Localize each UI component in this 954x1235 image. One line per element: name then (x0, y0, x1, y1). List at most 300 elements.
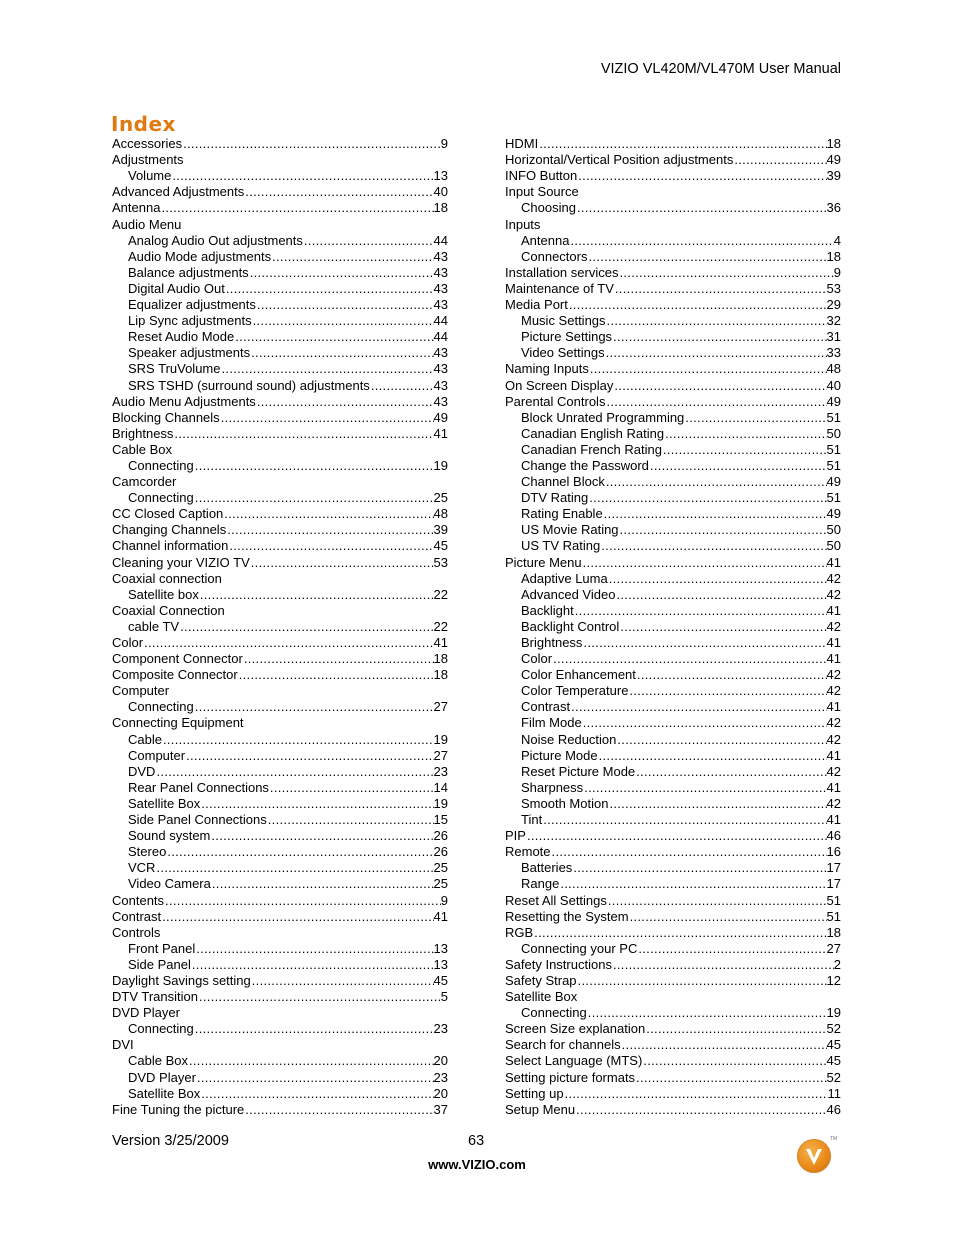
dot-leader (200, 587, 434, 602)
index-term: US TV Rating (521, 538, 601, 554)
dot-leader (186, 748, 433, 763)
index-page-number: 26 (433, 828, 448, 844)
index-entry (112, 441, 448, 457)
index-term: Antenna (112, 200, 161, 216)
index-entry (505, 393, 841, 409)
dot-leader (583, 635, 826, 650)
index-term: Smooth Motion (521, 795, 609, 811)
index-subentry (112, 859, 448, 875)
index-subentry (505, 457, 841, 473)
dot-leader (245, 184, 433, 199)
index-entry (112, 1036, 448, 1052)
index-term: Batteries (521, 860, 573, 876)
index-page-number: 25 (433, 860, 448, 876)
index-term: Coaxial connection (112, 570, 222, 586)
index-page-number: 12 (826, 972, 841, 988)
index-page-number: 49 (826, 474, 841, 490)
dot-leader (539, 136, 826, 151)
index-subentry (505, 730, 841, 746)
index-term: RGB (505, 924, 534, 940)
index-subentry (112, 730, 448, 746)
index-subentry (112, 779, 448, 795)
index-page-number: 15 (433, 812, 448, 828)
index-term: Analog Audio Out adjustments (128, 232, 303, 248)
index-entry (112, 650, 448, 666)
index-term: Parental Controls (505, 393, 606, 409)
index-entry (112, 1101, 448, 1117)
index-page-number: 42 (826, 731, 841, 747)
index-page-number: 41 (826, 699, 841, 715)
index-term: Backlight Control (521, 618, 620, 634)
index-term: Rear Panel Connections (128, 779, 269, 795)
dot-leader (552, 844, 827, 859)
index-term: Connecting (128, 457, 194, 473)
dot-leader (268, 812, 434, 827)
dot-leader (576, 1102, 826, 1117)
index-subentry (505, 682, 841, 698)
index-term: Audio Mode adjustments (128, 248, 272, 264)
index-subentry (505, 747, 841, 763)
index-term: Fine Tuning the picture (112, 1101, 245, 1117)
index-entry (505, 167, 841, 183)
dot-leader (553, 651, 826, 666)
index-term: Adjustments (112, 152, 184, 168)
index-page-number: 49 (826, 506, 841, 522)
index-page-number: 51 (826, 457, 841, 473)
index-subentry (505, 586, 841, 602)
index-term: Video Camera (128, 876, 211, 892)
index-subentry (112, 811, 448, 827)
dot-leader (161, 200, 433, 215)
dot-leader (565, 1086, 828, 1101)
index-page-number: 44 (433, 313, 448, 329)
index-term: PIP (505, 828, 526, 844)
index-term: Screen Size explanation (505, 1021, 646, 1037)
index-term: Volume (128, 168, 172, 184)
index-term: Setting picture formats (505, 1069, 636, 1085)
index-term: Connecting (128, 490, 194, 506)
index-page-number: 49 (826, 393, 841, 409)
index-page-number: 51 (826, 490, 841, 506)
index-subentry (505, 537, 841, 553)
index-page-number: 41 (826, 651, 841, 667)
index-page-number: 9 (440, 136, 448, 152)
index-term: Accessories (112, 136, 183, 152)
index-term: Advanced Video (521, 586, 616, 602)
manual-title: VIZIO VL420M/VL470M User Manual (600, 61, 841, 77)
index-page-number: 43 (433, 345, 448, 361)
index-page-number: 43 (433, 393, 448, 409)
index-term: DTV Rating (521, 490, 589, 506)
index-entry (112, 199, 448, 215)
dot-leader (583, 555, 827, 570)
index-term: Reset All Settings (505, 892, 607, 908)
index-subentry (505, 425, 841, 441)
dot-leader (578, 973, 827, 988)
index-subentry (505, 779, 841, 795)
index-page-number: 14 (433, 779, 448, 795)
index-term: Audio Menu Adjustments (112, 393, 256, 409)
index-entry (505, 988, 841, 1004)
dot-leader (590, 361, 827, 376)
index-subentry (112, 296, 448, 312)
index-entry (112, 135, 448, 151)
dot-leader (224, 506, 433, 521)
index-page-number: 19 (433, 731, 448, 747)
index-entry (112, 553, 448, 569)
index-entry (505, 1068, 841, 1084)
index-entry (112, 682, 448, 698)
dot-leader (180, 619, 433, 634)
index-term: US Movie Rating (521, 522, 619, 538)
index-term: Sound system (128, 828, 211, 844)
index-page-number: 19 (433, 457, 448, 473)
index-term: Balance adjustments (128, 264, 249, 280)
index-page-number: 37 (433, 1101, 448, 1117)
index-page-number: 20 (433, 1085, 448, 1101)
index-subentry (505, 570, 841, 586)
dot-leader (617, 732, 826, 747)
index-page-number: 44 (433, 329, 448, 345)
index-term: Cable Box (112, 441, 172, 457)
index-term: Coaxial Connection (112, 602, 225, 618)
index-page-number: 41 (433, 425, 448, 441)
index-subentry (505, 521, 841, 537)
index-entry (112, 151, 448, 167)
index-term: Range (521, 876, 560, 892)
index-page-number: 13 (433, 940, 448, 956)
dot-leader (199, 989, 441, 1004)
dot-leader (606, 345, 827, 360)
index-entry (505, 360, 841, 376)
dot-leader (196, 941, 433, 956)
index-term: Noise Reduction (521, 731, 617, 747)
index-page-number: 42 (826, 618, 841, 634)
index-subentry (112, 232, 448, 248)
index-term: Color (521, 651, 553, 667)
index-term: Daylight Savings setting (112, 972, 251, 988)
dot-leader (589, 490, 826, 505)
index-subentry (112, 457, 448, 473)
index-entry (505, 376, 841, 392)
index-term: Sharpness (521, 779, 584, 795)
index-page-number: 17 (826, 876, 841, 892)
index-subentry (112, 376, 448, 392)
index-page-number: 51 (826, 892, 841, 908)
index-entry (112, 409, 448, 425)
index-entry (112, 183, 448, 199)
index-page-number: 50 (826, 538, 841, 554)
index-subentry (505, 634, 841, 650)
index-term: Satellite box (128, 586, 199, 602)
index-term: DTV Transition (112, 989, 198, 1005)
index-subentry (112, 280, 448, 296)
index-term: Connecting your PC (521, 940, 638, 956)
index-page-number: 18 (826, 248, 841, 264)
index-page-number: 11 (827, 1085, 841, 1101)
index-term: Computer (112, 683, 170, 699)
index-page-number: 25 (433, 490, 448, 506)
index-entry (505, 891, 841, 907)
index-subentry (112, 747, 448, 763)
index-term: Stereo (128, 844, 167, 860)
index-page-number: 52 (826, 1021, 841, 1037)
index-term: Backlight (521, 602, 574, 618)
dot-leader (575, 603, 827, 618)
index-subentry (112, 843, 448, 859)
index-term: Satellite Box (128, 795, 201, 811)
dot-leader (189, 1053, 434, 1068)
index-subentry (112, 489, 448, 505)
index-subentry (112, 698, 448, 714)
index-subentry (505, 409, 841, 425)
index-term: Front Panel (128, 940, 196, 956)
index-term: Installation services (505, 264, 619, 280)
index-entry (505, 264, 841, 280)
index-page-number: 41 (826, 602, 841, 618)
index-subentry (505, 650, 841, 666)
index-entry (505, 135, 841, 151)
index-subentry (505, 940, 841, 956)
dot-leader (156, 860, 433, 875)
index-page-number: 4 (833, 232, 841, 248)
dot-leader (606, 474, 827, 489)
index-term: Adaptive Luma (521, 570, 608, 586)
index-entry (112, 393, 448, 409)
index-entry (112, 972, 448, 988)
index-page-number: 19 (826, 1005, 841, 1021)
index-entry (112, 425, 448, 441)
index-entry (112, 473, 448, 489)
index-page-number: 42 (826, 586, 841, 602)
index-entry (505, 972, 841, 988)
index-subentry (505, 859, 841, 875)
index-term: CC Closed Caption (112, 506, 224, 522)
index-term: DVD Player (112, 1005, 180, 1021)
dot-leader (620, 522, 827, 537)
index-page-number: 43 (433, 377, 448, 393)
dot-leader (304, 233, 434, 248)
index-term: On Screen Display (505, 377, 614, 393)
index-term: Tint (521, 812, 543, 828)
index-page-number: 18 (826, 136, 841, 152)
index-term: Cleaning your VIZIO TV (112, 554, 250, 570)
dot-leader (620, 619, 826, 634)
dot-leader (183, 136, 441, 151)
index-subentry (112, 1068, 448, 1084)
index-term: Film Mode (521, 715, 582, 731)
index-term: DVI (112, 1037, 134, 1053)
dot-leader (163, 732, 434, 747)
index-page-number: 22 (433, 618, 448, 634)
logo-trademark: TM (830, 1136, 838, 1142)
index-term: Canadian French Rating (521, 441, 662, 457)
vizio-logo-icon (797, 1139, 831, 1173)
index-subentry (112, 956, 448, 972)
index-page-number: 52 (826, 1069, 841, 1085)
index-term: Canadian English Rating (521, 425, 665, 441)
index-entry (112, 537, 448, 553)
index-page-number: 23 (433, 763, 448, 779)
index-page-number: 40 (826, 377, 841, 393)
dot-leader (527, 828, 827, 843)
index-term: Change the Password (521, 457, 649, 473)
dot-leader (560, 876, 826, 891)
index-term: Media Port (505, 297, 568, 313)
index-page-number: 43 (433, 361, 448, 377)
index-term: DVD (128, 763, 156, 779)
index-entry (112, 602, 448, 618)
index-term: HDMI (505, 136, 539, 152)
index-entry (505, 215, 841, 231)
dot-leader (643, 1053, 826, 1068)
index-entry (505, 280, 841, 296)
index-term: Select Language (MTS) (505, 1053, 643, 1069)
dot-leader (646, 1021, 826, 1036)
index-page-number: 33 (826, 345, 841, 361)
index-page-number: 53 (826, 280, 841, 296)
index-page-number: 48 (826, 361, 841, 377)
index-page-number: 41 (826, 554, 841, 570)
index-term: Changing Channels (112, 522, 227, 538)
index-subentry (112, 940, 448, 956)
index-page-number: 29 (826, 297, 841, 313)
index-term: Speaker adjustments (128, 345, 251, 361)
dot-leader (665, 426, 826, 441)
dot-leader (244, 651, 434, 666)
index-subentry (505, 795, 841, 811)
index-entry (112, 505, 448, 521)
index-subentry (112, 1085, 448, 1101)
index-term: Picture Menu (505, 554, 582, 570)
footer-page-number: 63 (468, 1133, 485, 1149)
index-page-number: 43 (433, 280, 448, 296)
index-term: Satellite Box (505, 989, 578, 1005)
index-term: Maintenance of TV (505, 280, 614, 296)
index-term: Setup Menu (505, 1101, 576, 1117)
dot-leader (245, 1102, 433, 1117)
index-entry (505, 296, 841, 312)
dot-leader (599, 748, 827, 763)
index-page-number: 9 (440, 892, 448, 908)
index-page-number: 22 (433, 586, 448, 602)
dot-leader (613, 957, 834, 972)
dot-leader (201, 796, 433, 811)
index-entry (112, 714, 448, 730)
index-term: Audio Menu (112, 216, 182, 232)
index-page-number: 43 (433, 248, 448, 264)
index-page-number: 43 (433, 264, 448, 280)
dot-leader (221, 410, 434, 425)
dot-leader (195, 458, 434, 473)
dot-leader (604, 506, 827, 521)
dot-leader (212, 876, 434, 891)
dot-leader (250, 265, 434, 280)
index-term: Channel Block (521, 474, 605, 490)
index-page-number: 18 (433, 200, 448, 216)
index-page-number: 41 (826, 779, 841, 795)
index-entry (505, 924, 841, 940)
index-term: DVD Player (128, 1069, 196, 1085)
index-term: Brightness (112, 425, 174, 441)
index-page-number: 2 (833, 956, 841, 972)
index-term: SRS TruVolume (128, 361, 221, 377)
index-page-number: 16 (826, 844, 841, 860)
index-term: Composite Connector (112, 667, 238, 683)
index-term: Digital Audio Out (128, 280, 225, 296)
dot-leader (251, 345, 433, 360)
index-term: Safety Strap (505, 972, 577, 988)
index-entry (505, 1036, 841, 1052)
index-page-number: 51 (826, 441, 841, 457)
index-page-number: 45 (826, 1053, 841, 1069)
index-entry (112, 988, 448, 1004)
dot-leader (636, 1070, 826, 1085)
dot-leader (569, 297, 827, 312)
index-term: Blocking Channels (112, 409, 220, 425)
index-term: Input Source (505, 184, 579, 200)
index-subentry (112, 264, 448, 280)
index-subentry (112, 312, 448, 328)
index-subentry (505, 714, 841, 730)
index-page-number: 25 (433, 876, 448, 892)
dot-leader (588, 1005, 827, 1020)
index-term: Block Unrated Programming (521, 409, 685, 425)
index-term: Setting up (505, 1085, 564, 1101)
index-term: Advanced Adjustments (112, 184, 245, 200)
index-entry (505, 843, 841, 859)
index-page-number: 49 (433, 409, 448, 425)
dot-leader (195, 1021, 434, 1036)
dot-leader (543, 812, 826, 827)
dot-leader (197, 1070, 434, 1085)
index-page-number: 45 (433, 538, 448, 554)
dot-leader (195, 490, 434, 505)
index-page-number: 46 (826, 828, 841, 844)
dot-leader (165, 893, 441, 908)
dot-leader (235, 329, 433, 344)
index-term: Picture Settings (521, 329, 613, 345)
dot-leader (257, 394, 434, 409)
footer-url: www.VIZIO.com (428, 1157, 526, 1172)
index-page-number: 23 (433, 1021, 448, 1037)
index-term: Music Settings (521, 313, 606, 329)
dot-leader (588, 249, 826, 264)
dot-leader (622, 1037, 827, 1052)
dot-leader (613, 329, 826, 344)
index-subentry (112, 344, 448, 360)
index-subentry (112, 586, 448, 602)
index-page-number: 17 (826, 860, 841, 876)
index-entry (505, 151, 841, 167)
dot-leader (270, 780, 434, 795)
index-term: Color Temperature (521, 683, 629, 699)
index-subentry (112, 875, 448, 891)
index-term: Naming Inputs (505, 361, 589, 377)
dot-leader (570, 233, 833, 248)
index-subentry (112, 360, 448, 376)
index-term: Computer (128, 747, 186, 763)
dot-leader (577, 200, 827, 215)
index-entry (112, 924, 448, 940)
index-term: Color (112, 635, 144, 650)
index-term: Connecting (128, 699, 194, 715)
index-term: Channel information (112, 538, 229, 554)
dot-leader (584, 780, 826, 795)
dot-leader (172, 168, 433, 183)
index-subentry (112, 618, 448, 634)
index-page-number: 49 (826, 152, 841, 168)
